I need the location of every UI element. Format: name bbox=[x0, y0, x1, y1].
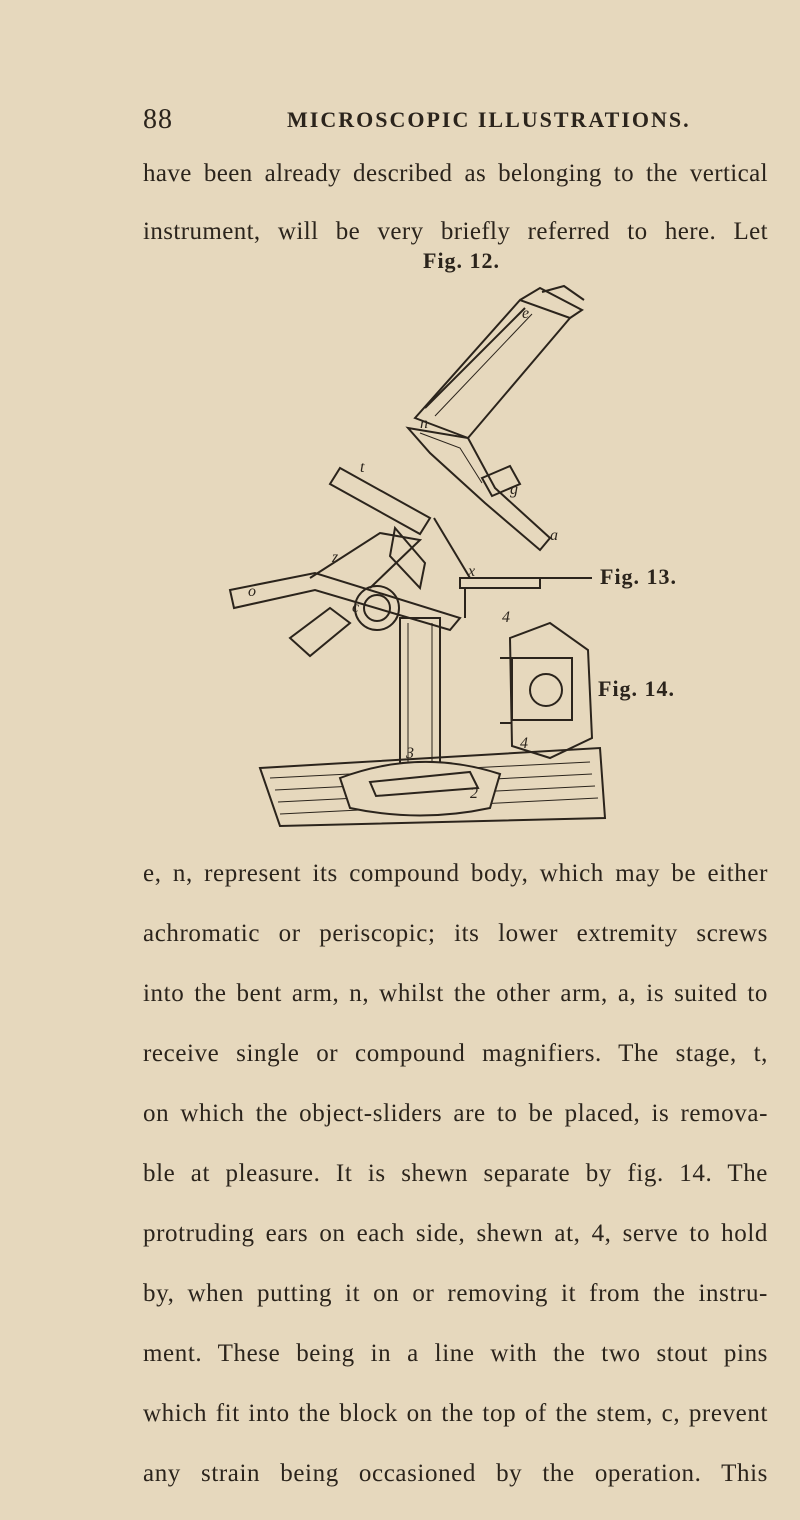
text-line: achromatic or periscopic; its lower extremity screws bbox=[143, 920, 768, 947]
number-4: 4 bbox=[502, 609, 510, 626]
letter-g: g bbox=[510, 481, 518, 498]
arm-assembly bbox=[230, 468, 470, 656]
letter-a: a bbox=[550, 527, 558, 544]
bent-arm bbox=[408, 428, 550, 550]
text-line: into the bent arm, n, whilst the other arm, a, is suited to bbox=[143, 980, 768, 1007]
text-line: ble at pleasure. It is shewn separate by fig. 14. The bbox=[143, 1160, 768, 1187]
text-line: have been already described as belonging to the vertical bbox=[143, 160, 768, 187]
figure-14-label: Fig. 14. bbox=[598, 676, 676, 701]
running-head: MICROSCOPIC ILLUSTRATIONS. bbox=[287, 107, 691, 132]
letter-x: x bbox=[468, 563, 476, 580]
figure-12-label: Fig. 12. bbox=[423, 248, 501, 273]
page-number: 88 bbox=[143, 104, 173, 135]
top-paragraph bbox=[143, 160, 768, 276]
text-line: e, n, represent its compound body, which may be either bbox=[143, 860, 768, 887]
compound-body bbox=[415, 286, 584, 438]
letter-n: n bbox=[420, 415, 428, 432]
number-3: 3 bbox=[406, 745, 414, 762]
letter-e: e bbox=[522, 305, 530, 322]
letter-c: c bbox=[352, 599, 360, 616]
text-line: ment. These being in a line with the two stout pins bbox=[143, 1340, 768, 1367]
page-header bbox=[143, 104, 743, 144]
letter-t: t bbox=[360, 459, 365, 476]
stage bbox=[460, 578, 592, 618]
text-line: by, when putting it on or removing it from the instru- bbox=[143, 1280, 768, 1307]
text-line: receive single or compound magnifiers. The stage, t, bbox=[143, 1040, 768, 1067]
text-line: any strain being occasioned by the operation. This bbox=[143, 1460, 768, 1487]
stage-separate bbox=[500, 623, 592, 758]
letter-o: o bbox=[248, 583, 256, 600]
figure-13-label: Fig. 13. bbox=[600, 564, 678, 589]
body-paragraph bbox=[143, 860, 768, 1520]
number-4b: 4 bbox=[520, 735, 528, 752]
text-line: on which the object-sliders are to be placed, is remova- bbox=[143, 1100, 768, 1127]
microscope-engraving bbox=[220, 278, 620, 838]
text-line: protruding ears on each side, shewn at, 4, serve to hold bbox=[143, 1220, 768, 1247]
letter-z: z bbox=[332, 549, 339, 566]
text-line: instrument, will be very briefly referred to here. Let bbox=[143, 218, 768, 245]
text-line: which fit into the block on the top of the stem, c, prevent bbox=[143, 1400, 768, 1427]
number-2: 2 bbox=[470, 785, 478, 802]
